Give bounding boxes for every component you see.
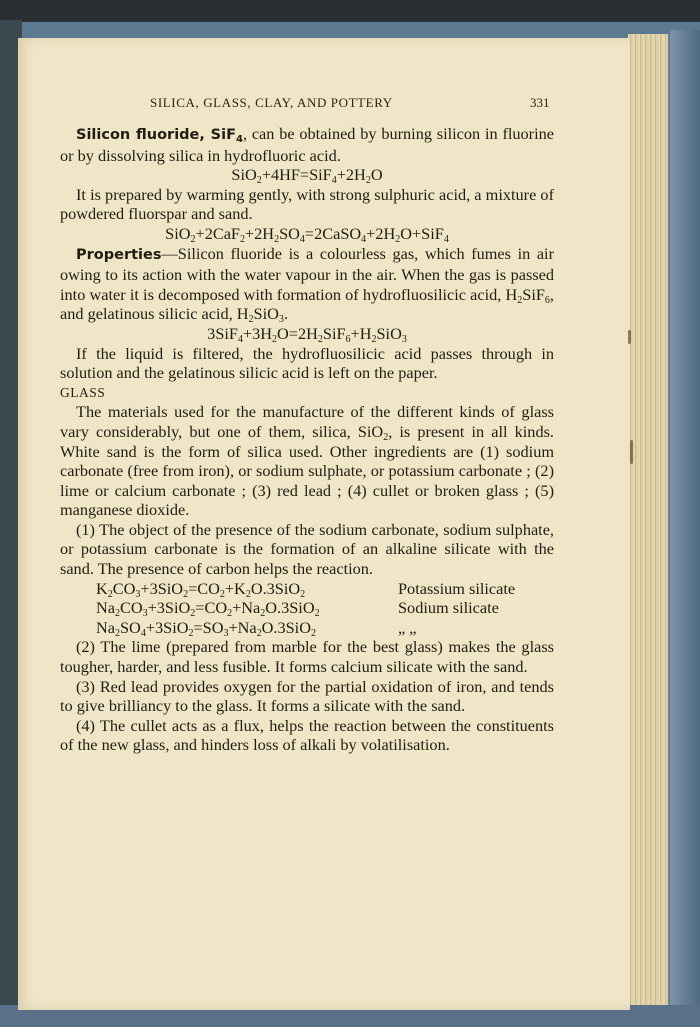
equation-3: $3SiF_4+3H_2O=2H_2SiF_6+H_2SiO_3$ (207, 323, 407, 345)
ink-mark (630, 440, 633, 464)
paragraph-filtered: If the liquid is filtered, the hydrofluosilicic acid passes through in solution and the gelatinous silicic acid is left on the paper. (60, 343, 554, 383)
page-edges (628, 34, 671, 1014)
reaction-product-name: „ „ (398, 617, 417, 637)
book-cover-top (0, 0, 700, 42)
equation-1: $SiO_2+4HF=SiF_4+2H_2O$ (231, 165, 383, 187)
ink-mark (628, 330, 631, 344)
reaction-product-name: Potassium silicate (398, 578, 516, 598)
term-properties: Properties (76, 246, 162, 263)
paragraph-lime: (2) The lime (prepared from marble for the best glass) makes the glass tougher, harder, and less fusible. It forms calcium silicate with the sand. (60, 637, 554, 677)
reaction-list (60, 579, 554, 638)
paragraph-materials: The materials used for the manufacture of the different kinds of glass vary considerably, but one of them, silica, SiO$_2$, is present in all kinds. White sand is the form of silica used. Other ingredients are (1) sodium carbonate (free from iron), or sodium sulphate, or potassium carbonate ; (2) lime or calcium carbonate ; (3) red lead ; (4) cullet or broken glass ; (5) manganese dioxide. (60, 402, 554, 520)
reaction-equation: $K_2CO_3+3SiO_2=CO_2+K_2O.3SiO_2$ (96, 578, 306, 600)
body-text (60, 124, 554, 755)
term-silicon-fluoride: Silicon fluoride, SiF$_4$ (76, 127, 243, 145)
reaction-equation: $Na_2CO_3+3SiO_2=CO_2+Na_2O.3SiO_2$ (96, 598, 320, 620)
book-cover-right (670, 30, 700, 1027)
paragraph-sodium-carbonate: (1) The object of the presence of the sodium carbonate, sodium sulphate, or potassium carbonate is the formation of an alkaline silicate with the sand. The presence of carbon helps the reaction. (60, 519, 554, 579)
paragraph-properties: Properties—Silicon fluoride is a colourless gas, which fumes in air owing to its action with the water vapour in the air. When the gas is passed into water it is decomposed with formation of hydrofluosilicic acid, $H_2SiF_6$, and gelatinous silicic acid, $H_2SiO_3$. (60, 243, 554, 326)
page-number: 331 (530, 95, 550, 110)
paragraph-preparation: It is prepared by warming gently, with strong sulphuric acid, a mixture of powdered fluorspar and sand. (60, 184, 554, 224)
reaction-product-name: Sodium silicate (398, 598, 499, 618)
paragraph-red-lead: (3) Red lead provides oxygen for the partial oxidation of iron, and tends to give brilliancy to the glass. It forms a silicate with the sand. (60, 676, 554, 716)
equation-2: $SiO_2+2CaF_2+2H_2SO_4=2CaSO_4+2H_2O+SiF_4$ (165, 223, 449, 245)
reaction-row (60, 579, 554, 599)
paragraph-silicon-fluoride: Silicon fluoride, SiF$_4$, can be obtained by burning silicon in fluorine or by dissolving silica in hydrofluoric acid. (60, 124, 554, 165)
running-head: SILICA, GLASS, CLAY, AND POTTERY (150, 95, 393, 110)
reaction-row (60, 618, 554, 638)
section-heading-glass: GLASS (60, 384, 106, 400)
paragraph-cullet: (4) The cullet acts as a flux, helps the reaction between the constituents of the new glass, and hinders loss of alkali by volatilisation. (60, 715, 554, 755)
reaction-equation: $Na_2SO_4+3SiO_2=SO_3+Na_2O.3SiO_2$ (96, 617, 316, 639)
reaction-row (60, 598, 554, 618)
